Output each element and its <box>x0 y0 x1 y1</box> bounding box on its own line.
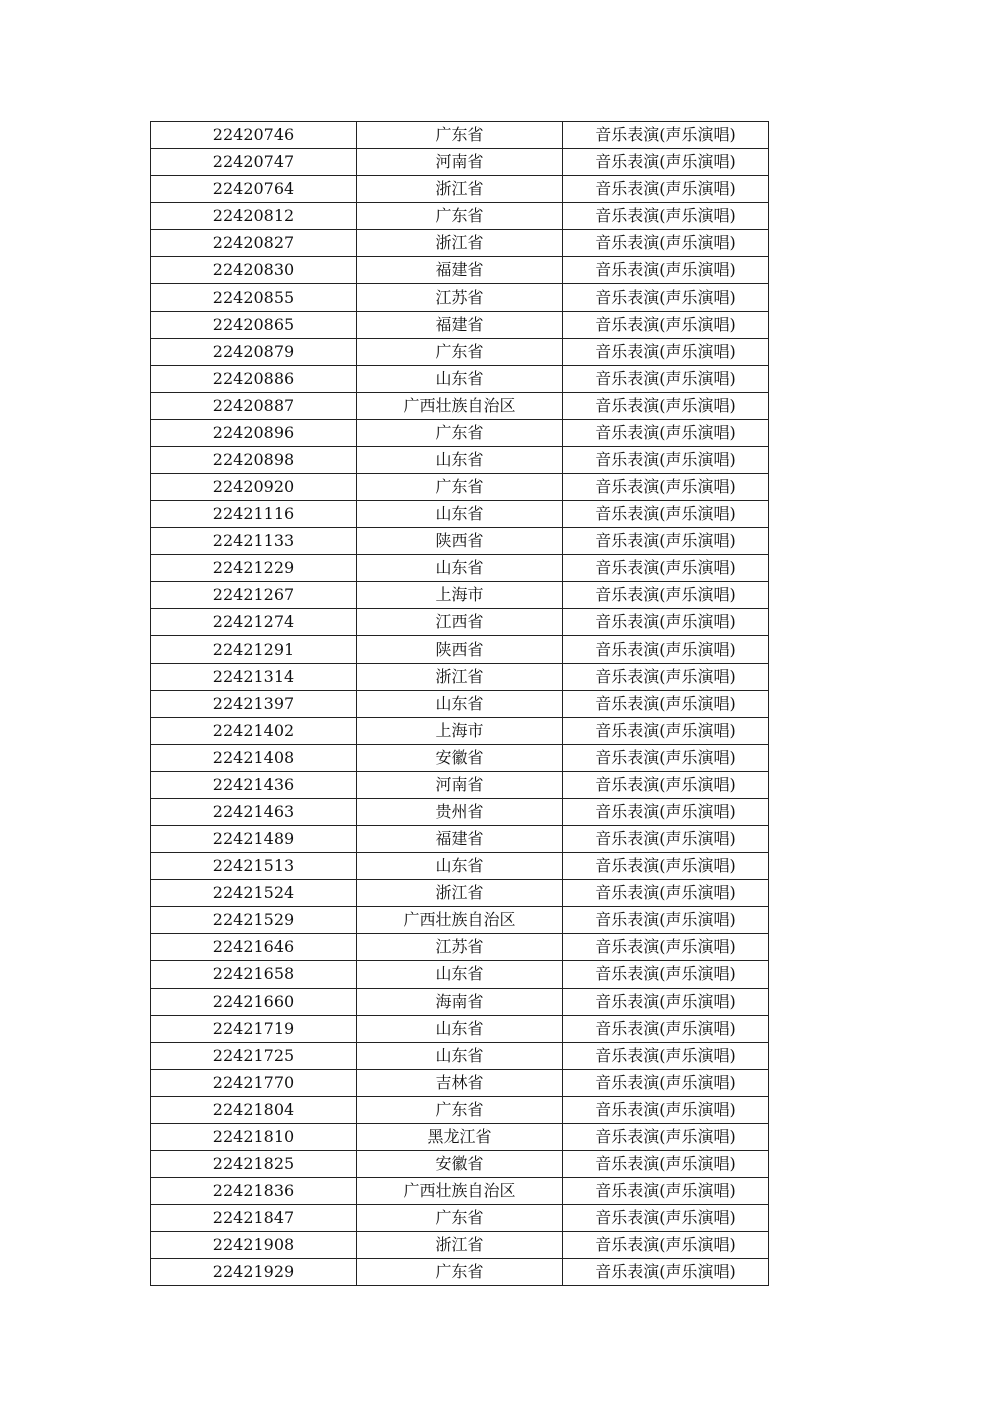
major-cell: 音乐表演(声乐演唱) <box>563 663 769 690</box>
major-cell: 音乐表演(声乐演唱) <box>563 907 769 934</box>
major-cell: 音乐表演(声乐演唱) <box>563 149 769 176</box>
candidate-id-cell: 22421489 <box>151 826 357 853</box>
province-cell: 福建省 <box>357 311 563 338</box>
major-cell: 音乐表演(声乐演唱) <box>563 176 769 203</box>
province-cell: 山东省 <box>357 446 563 473</box>
major-cell: 音乐表演(声乐演唱) <box>563 1096 769 1123</box>
table-row <box>151 907 769 934</box>
province-cell: 上海市 <box>357 717 563 744</box>
province-cell: 浙江省 <box>357 230 563 257</box>
candidate-id-cell: 22420812 <box>151 203 357 230</box>
major-cell: 音乐表演(声乐演唱) <box>563 880 769 907</box>
major-cell: 音乐表演(声乐演唱) <box>563 717 769 744</box>
major-cell: 音乐表演(声乐演唱) <box>563 257 769 284</box>
province-cell: 江苏省 <box>357 934 563 961</box>
table-row <box>151 1205 769 1232</box>
table-row <box>151 961 769 988</box>
province-cell: 山东省 <box>357 690 563 717</box>
candidate-id-cell: 22421810 <box>151 1123 357 1150</box>
candidate-id-cell: 22421463 <box>151 798 357 825</box>
table-row <box>151 257 769 284</box>
province-cell: 山东省 <box>357 961 563 988</box>
major-cell: 音乐表演(声乐演唱) <box>563 853 769 880</box>
major-cell: 音乐表演(声乐演唱) <box>563 636 769 663</box>
province-cell: 江西省 <box>357 609 563 636</box>
major-cell: 音乐表演(声乐演唱) <box>563 1205 769 1232</box>
major-cell: 音乐表演(声乐演唱) <box>563 988 769 1015</box>
candidate-id-cell: 22421291 <box>151 636 357 663</box>
table-row <box>151 474 769 501</box>
province-cell: 山东省 <box>357 501 563 528</box>
table-row <box>151 149 769 176</box>
table-row <box>151 1042 769 1069</box>
major-cell: 音乐表演(声乐演唱) <box>563 582 769 609</box>
candidate-id-cell: 22420764 <box>151 176 357 203</box>
table-row <box>151 988 769 1015</box>
candidate-id-cell: 22421825 <box>151 1150 357 1177</box>
candidate-id-cell: 22421436 <box>151 771 357 798</box>
major-cell: 音乐表演(声乐演唱) <box>563 501 769 528</box>
major-cell: 音乐表演(声乐演唱) <box>563 122 769 149</box>
candidate-id-cell: 22420747 <box>151 149 357 176</box>
table-row <box>151 826 769 853</box>
province-cell: 山东省 <box>357 365 563 392</box>
candidate-id-cell: 22421770 <box>151 1069 357 1096</box>
table-row <box>151 690 769 717</box>
major-cell: 音乐表演(声乐演唱) <box>563 609 769 636</box>
province-cell: 广东省 <box>357 203 563 230</box>
major-cell: 音乐表演(声乐演唱) <box>563 311 769 338</box>
province-cell: 河南省 <box>357 149 563 176</box>
major-cell: 音乐表演(声乐演唱) <box>563 1232 769 1259</box>
major-cell: 音乐表演(声乐演唱) <box>563 1259 769 1286</box>
candidate-id-cell: 22420827 <box>151 230 357 257</box>
table-row <box>151 392 769 419</box>
province-cell: 吉林省 <box>357 1069 563 1096</box>
candidate-id-cell: 22420898 <box>151 446 357 473</box>
province-cell: 河南省 <box>357 771 563 798</box>
major-cell: 音乐表演(声乐演唱) <box>563 284 769 311</box>
major-cell: 音乐表演(声乐演唱) <box>563 555 769 582</box>
province-cell: 广西壮族自治区 <box>357 1178 563 1205</box>
candidate-id-cell: 22420746 <box>151 122 357 149</box>
province-cell: 广东省 <box>357 1096 563 1123</box>
table-row <box>151 853 769 880</box>
province-cell: 江苏省 <box>357 284 563 311</box>
candidate-id-cell: 22421908 <box>151 1232 357 1259</box>
candidate-id-cell: 22421529 <box>151 907 357 934</box>
major-cell: 音乐表演(声乐演唱) <box>563 338 769 365</box>
province-cell: 山东省 <box>357 1015 563 1042</box>
candidate-id-cell: 22421660 <box>151 988 357 1015</box>
major-cell: 音乐表演(声乐演唱) <box>563 446 769 473</box>
province-cell: 广东省 <box>357 419 563 446</box>
table-row <box>151 609 769 636</box>
province-cell: 浙江省 <box>357 880 563 907</box>
major-cell: 音乐表演(声乐演唱) <box>563 474 769 501</box>
table-row <box>151 1259 769 1286</box>
candidate-id-cell: 22421116 <box>151 501 357 528</box>
candidate-id-cell: 22421929 <box>151 1259 357 1286</box>
province-cell: 海南省 <box>357 988 563 1015</box>
table-row <box>151 555 769 582</box>
major-cell: 音乐表演(声乐演唱) <box>563 419 769 446</box>
province-cell: 广东省 <box>357 1205 563 1232</box>
candidate-id-cell: 22421804 <box>151 1096 357 1123</box>
candidate-id-cell: 22421274 <box>151 609 357 636</box>
province-cell: 陕西省 <box>357 528 563 555</box>
province-cell: 浙江省 <box>357 1232 563 1259</box>
table-row <box>151 176 769 203</box>
province-cell: 广东省 <box>357 1259 563 1286</box>
table-row <box>151 528 769 555</box>
candidate-id-cell: 22421133 <box>151 528 357 555</box>
major-cell: 音乐表演(声乐演唱) <box>563 1150 769 1177</box>
candidate-id-cell: 22420886 <box>151 365 357 392</box>
province-cell: 浙江省 <box>357 663 563 690</box>
candidate-id-cell: 22420830 <box>151 257 357 284</box>
province-cell: 广东省 <box>357 122 563 149</box>
table-row <box>151 338 769 365</box>
table-row <box>151 203 769 230</box>
major-cell: 音乐表演(声乐演唱) <box>563 1042 769 1069</box>
table-row <box>151 446 769 473</box>
table-row <box>151 1232 769 1259</box>
candidate-id-cell: 22421408 <box>151 744 357 771</box>
candidate-id-cell: 22421229 <box>151 555 357 582</box>
admission-list-table <box>150 121 769 1286</box>
candidate-id-cell: 22421836 <box>151 1178 357 1205</box>
province-cell: 安徽省 <box>357 744 563 771</box>
province-cell: 广东省 <box>357 338 563 365</box>
candidate-id-cell: 22421397 <box>151 690 357 717</box>
major-cell: 音乐表演(声乐演唱) <box>563 1123 769 1150</box>
table-row <box>151 798 769 825</box>
candidate-id-cell: 22421658 <box>151 961 357 988</box>
province-cell: 广东省 <box>357 474 563 501</box>
province-cell: 浙江省 <box>357 176 563 203</box>
major-cell: 音乐表演(声乐演唱) <box>563 230 769 257</box>
major-cell: 音乐表演(声乐演唱) <box>563 1015 769 1042</box>
table-row <box>151 1015 769 1042</box>
table-row <box>151 1096 769 1123</box>
major-cell: 音乐表演(声乐演唱) <box>563 934 769 961</box>
candidate-id-cell: 22420887 <box>151 392 357 419</box>
table-row <box>151 419 769 446</box>
province-cell: 广西壮族自治区 <box>357 907 563 934</box>
candidate-id-cell: 22421267 <box>151 582 357 609</box>
table-body <box>151 122 769 1286</box>
table-row <box>151 771 769 798</box>
table-row <box>151 880 769 907</box>
province-cell: 上海市 <box>357 582 563 609</box>
candidate-id-cell: 22420865 <box>151 311 357 338</box>
major-cell: 音乐表演(声乐演唱) <box>563 392 769 419</box>
province-cell: 山东省 <box>357 853 563 880</box>
table-row <box>151 717 769 744</box>
table-row <box>151 582 769 609</box>
candidate-id-cell: 22421646 <box>151 934 357 961</box>
candidate-id-cell: 22421524 <box>151 880 357 907</box>
table-row <box>151 1069 769 1096</box>
province-cell: 福建省 <box>357 826 563 853</box>
candidate-id-cell: 22420920 <box>151 474 357 501</box>
candidate-id-cell: 22421402 <box>151 717 357 744</box>
table-row <box>151 663 769 690</box>
major-cell: 音乐表演(声乐演唱) <box>563 744 769 771</box>
candidate-id-cell: 22420855 <box>151 284 357 311</box>
table-row <box>151 744 769 771</box>
table-row <box>151 1178 769 1205</box>
table-row <box>151 284 769 311</box>
candidate-id-cell: 22420896 <box>151 419 357 446</box>
province-cell: 山东省 <box>357 1042 563 1069</box>
major-cell: 音乐表演(声乐演唱) <box>563 798 769 825</box>
candidate-id-cell: 22421725 <box>151 1042 357 1069</box>
table-row <box>151 230 769 257</box>
province-cell: 山东省 <box>357 555 563 582</box>
province-cell: 贵州省 <box>357 798 563 825</box>
table-row <box>151 122 769 149</box>
province-cell: 广西壮族自治区 <box>357 392 563 419</box>
major-cell: 音乐表演(声乐演唱) <box>563 826 769 853</box>
table-row <box>151 1150 769 1177</box>
table-row <box>151 365 769 392</box>
major-cell: 音乐表演(声乐演唱) <box>563 961 769 988</box>
table-row <box>151 934 769 961</box>
major-cell: 音乐表演(声乐演唱) <box>563 690 769 717</box>
candidate-id-cell: 22421314 <box>151 663 357 690</box>
table-row <box>151 636 769 663</box>
province-cell: 安徽省 <box>357 1150 563 1177</box>
province-cell: 陕西省 <box>357 636 563 663</box>
major-cell: 音乐表演(声乐演唱) <box>563 771 769 798</box>
table-row <box>151 501 769 528</box>
candidate-id-cell: 22421847 <box>151 1205 357 1232</box>
province-cell: 福建省 <box>357 257 563 284</box>
major-cell: 音乐表演(声乐演唱) <box>563 1178 769 1205</box>
candidate-id-cell: 22421513 <box>151 853 357 880</box>
major-cell: 音乐表演(声乐演唱) <box>563 365 769 392</box>
major-cell: 音乐表演(声乐演唱) <box>563 1069 769 1096</box>
candidate-id-cell: 22421719 <box>151 1015 357 1042</box>
major-cell: 音乐表演(声乐演唱) <box>563 203 769 230</box>
table-row <box>151 1123 769 1150</box>
candidate-id-cell: 22420879 <box>151 338 357 365</box>
province-cell: 黑龙江省 <box>357 1123 563 1150</box>
table-row <box>151 311 769 338</box>
major-cell: 音乐表演(声乐演唱) <box>563 528 769 555</box>
